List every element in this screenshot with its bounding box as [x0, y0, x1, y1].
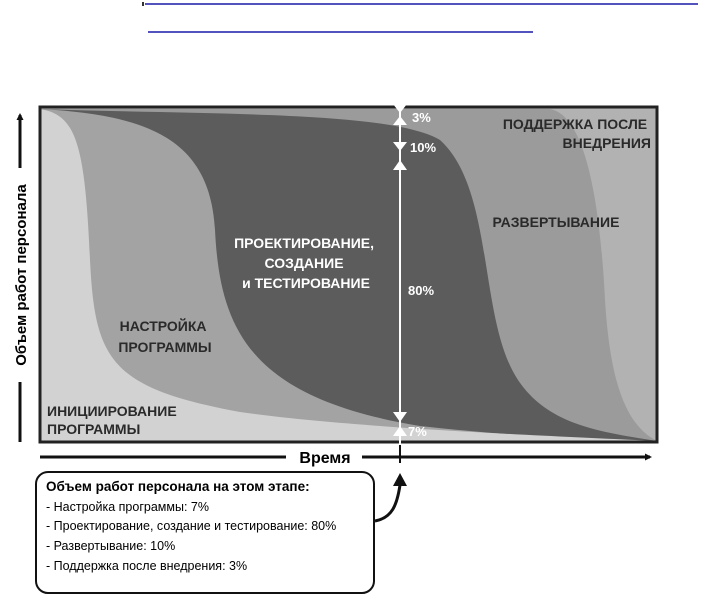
info-item-design: - Проектирование, создание и тестирование: 80%	[46, 519, 337, 533]
connector-arrowhead	[393, 473, 407, 486]
pct-design: 80%	[408, 283, 435, 298]
label-setup: НАСТРОЙКА ПРОГРАММЫ	[118, 318, 212, 355]
info-box	[36, 472, 374, 593]
label-initiation: ИНИЦИИРОВАНИЕ ПРОГРАММЫ	[47, 403, 177, 437]
y-axis-label: Объем работ персонала	[13, 184, 30, 366]
label-design: ПРОЕКТИРОВАНИЕ, СОЗДАНИЕ и ТЕСТИРОВАНИЕ	[234, 235, 375, 291]
label-support: ПОДДЕРЖКА ПОСЛЕ ВНЕДРЕНИЯ	[502, 116, 651, 151]
pct-support: 3%	[412, 110, 431, 125]
x-axis	[40, 450, 650, 467]
connector-curve	[375, 485, 400, 521]
info-item-support: - Поддержка после внедрения: 3%	[46, 559, 248, 573]
info-item-deploy: - Развертывание: 10%	[46, 539, 176, 553]
pct-deploy: 10%	[410, 140, 437, 155]
info-item-setup: - Настройка программы: 7%	[46, 500, 209, 514]
label-deploy: РАЗВЕРТЫВАНИЕ	[492, 214, 620, 230]
x-axis-label: Время	[299, 450, 351, 467]
pct-setup: 7%	[408, 424, 427, 439]
y-axis	[13, 115, 30, 442]
info-box-title: Объем работ персонала на этом этапе:	[46, 479, 310, 494]
